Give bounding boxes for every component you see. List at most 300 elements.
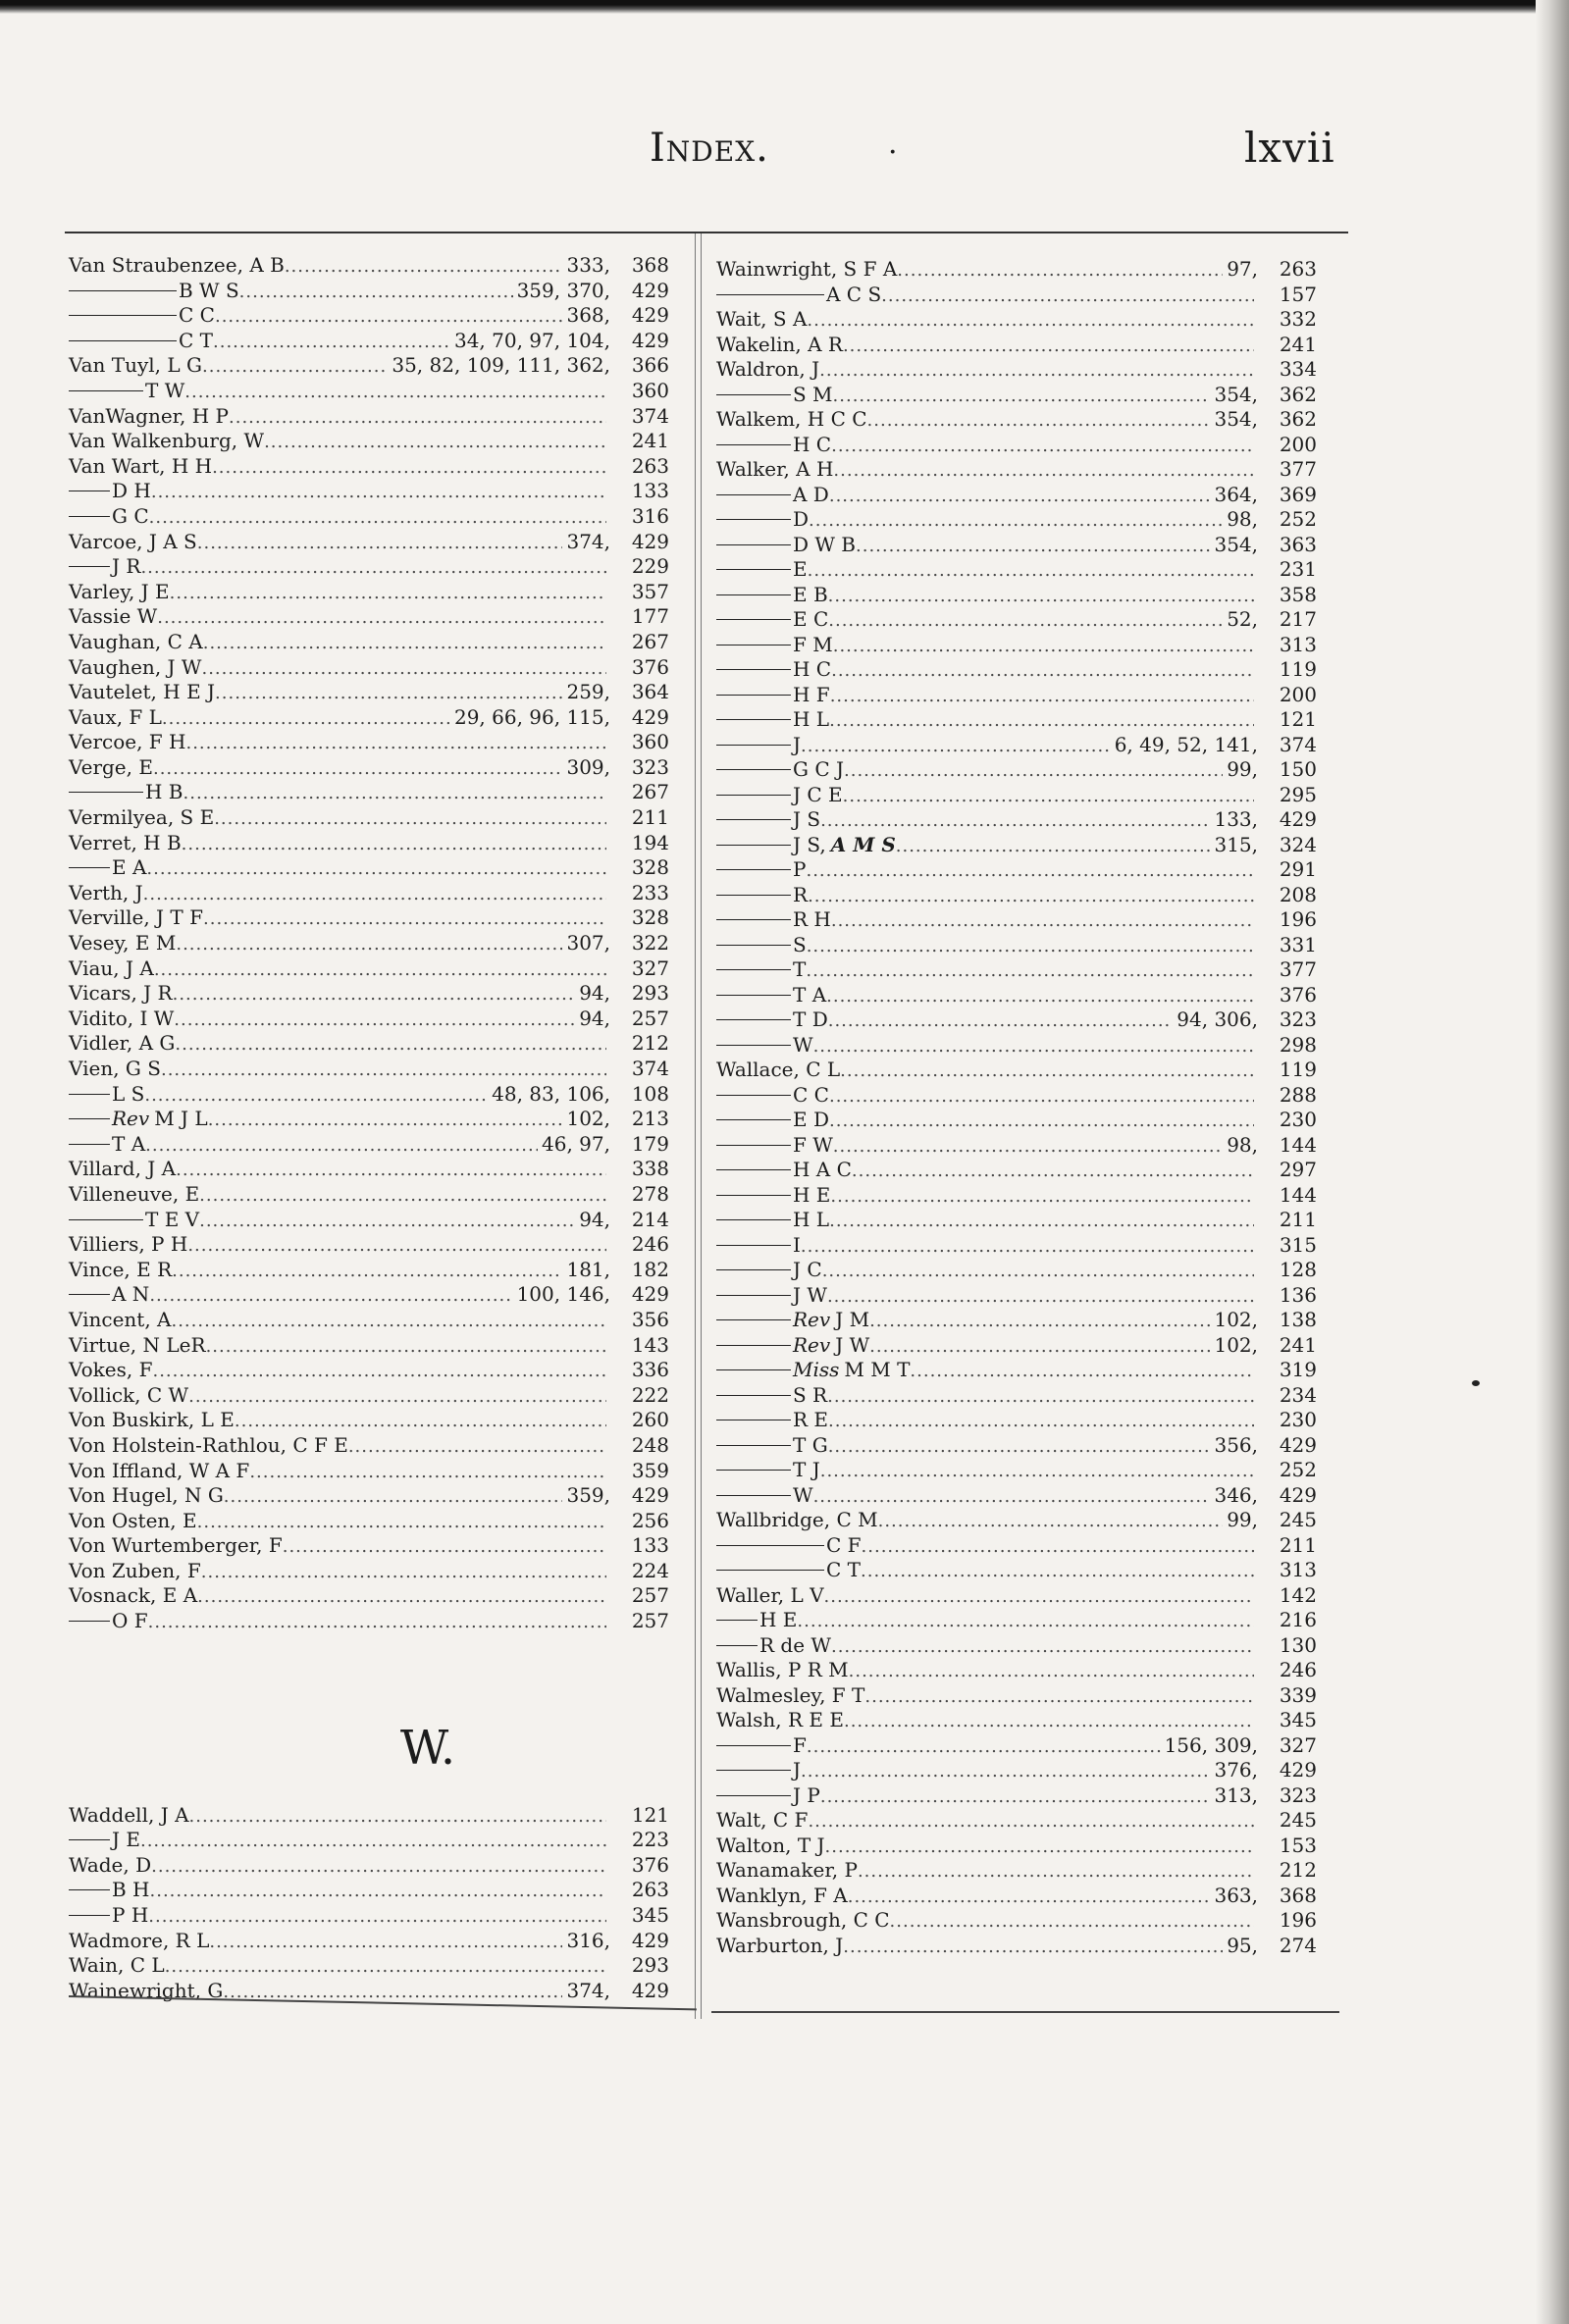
entry-name: Vince, E R <box>69 1257 173 1281</box>
dot-leader <box>864 1684 1254 1710</box>
dot-leader <box>182 832 606 857</box>
dot-leader <box>827 1284 1254 1310</box>
ditto-dash <box>716 1245 791 1246</box>
index-entry <box>716 557 1317 583</box>
index-entry <box>716 1708 1317 1733</box>
index-entry <box>716 907 1317 933</box>
entry-page: 328 <box>631 855 669 880</box>
entry-page: 211 <box>1279 1532 1317 1557</box>
ditto-dash <box>716 945 791 946</box>
dot-leader <box>829 484 1211 509</box>
dot-leader <box>206 1334 606 1360</box>
index-entry <box>69 454 669 480</box>
entry-page: 177 <box>631 604 669 629</box>
index-entry <box>69 1609 669 1634</box>
entry-name: W <box>793 1482 813 1507</box>
ditto-dash <box>716 1795 791 1796</box>
entry-page: 217 <box>1279 607 1317 631</box>
entry-references: 309, <box>566 754 610 779</box>
entry-name: Warburton, J <box>716 1933 844 1957</box>
index-entry <box>69 353 669 379</box>
entry-references: 316, <box>566 1928 610 1952</box>
entry-references: 354, <box>1214 532 1258 556</box>
dot-leader <box>201 656 606 682</box>
ditto-dash <box>716 1169 791 1170</box>
dot-leader <box>829 1209 1254 1234</box>
dot-leader <box>881 284 1254 309</box>
dot-leader <box>184 380 606 405</box>
entry-page: 429 <box>631 1928 669 1952</box>
entry-references: 99, <box>1227 757 1258 781</box>
entry-page: 429 <box>631 704 669 729</box>
entry-references: 359, 370, <box>516 278 610 302</box>
index-entry <box>69 1157 669 1182</box>
entry-page: 256 <box>631 1508 669 1532</box>
ditto-dash <box>716 594 791 595</box>
index-entry <box>716 1333 1317 1359</box>
entry-name: J C <box>793 1258 822 1281</box>
index-entry <box>69 504 669 530</box>
dot-leader <box>162 706 450 732</box>
dot-leader <box>185 731 606 756</box>
index-entry <box>716 683 1317 708</box>
ditto-dash <box>716 1195 791 1196</box>
entry-page: 369 <box>1279 482 1317 506</box>
index-entry <box>69 1358 669 1383</box>
entry-name: Varley, J E <box>69 579 170 603</box>
dot-leader <box>828 1434 1211 1460</box>
entry-name: J W <box>835 1332 870 1357</box>
dot-leader <box>801 1759 1210 1784</box>
entry-page: 374 <box>1279 732 1317 756</box>
entry-name: A C S <box>826 282 882 306</box>
index-entry <box>716 1508 1317 1533</box>
index-entry <box>69 1031 669 1057</box>
dot-leader <box>209 1930 562 1955</box>
index-entry <box>69 1533 669 1559</box>
dot-leader <box>140 1829 606 1854</box>
index-entry <box>716 1208 1317 1233</box>
index-entry <box>716 733 1317 758</box>
dot-leader <box>157 605 606 631</box>
dot-leader <box>176 1158 606 1183</box>
index-entry <box>716 633 1317 658</box>
entry-page: 278 <box>631 1181 669 1206</box>
ditto-dash <box>69 1621 110 1622</box>
ditto-dash <box>716 995 791 996</box>
entry-references: 94, <box>579 1006 610 1030</box>
entry-page: 153 <box>1279 1833 1317 1857</box>
entry-name: Wadmore, R L <box>69 1928 210 1952</box>
index-entry <box>716 1683 1317 1709</box>
entry-page: 267 <box>631 780 669 804</box>
index-entry <box>716 1608 1317 1633</box>
entry-name: Vidito, I W <box>69 1006 175 1030</box>
dot-leader <box>843 334 1254 359</box>
ditto-dash <box>69 315 177 316</box>
index-entry <box>69 329 669 354</box>
dot-leader <box>145 1133 538 1159</box>
dot-leader <box>858 1859 1254 1885</box>
entry-page: 138 <box>1279 1308 1317 1331</box>
dot-leader <box>797 1609 1254 1634</box>
dot-leader <box>806 958 1254 984</box>
entry-name: S R <box>793 1382 828 1407</box>
index-entry <box>716 383 1317 408</box>
index-entry <box>69 1408 669 1433</box>
entry-page: 374 <box>631 1057 669 1080</box>
entry-name: T J <box>793 1458 820 1481</box>
ditto-dash <box>716 1570 824 1571</box>
entry-page: 213 <box>631 1107 669 1131</box>
entry-name: C T <box>826 1558 861 1581</box>
index-entry <box>69 730 669 755</box>
entry-references: 181, <box>566 1257 610 1281</box>
index-entry <box>69 1107 669 1132</box>
entry-references: 354, <box>1214 407 1258 431</box>
entry-references: 102, <box>566 1107 610 1131</box>
entry-page: 241 <box>1279 332 1317 356</box>
entry-references: 29, 66, 96, 115, <box>453 704 610 729</box>
index-entry <box>69 1007 669 1032</box>
dot-leader <box>897 258 1223 284</box>
dot-leader <box>820 1459 1254 1484</box>
entry-name: Von Zuben, F <box>69 1558 201 1582</box>
entry-page: 339 <box>1279 1682 1317 1707</box>
ditto-dash <box>716 1095 791 1096</box>
index-entry <box>716 1583 1317 1609</box>
index-entry <box>69 279 669 304</box>
ditto-dash <box>69 290 177 291</box>
entry-page: 293 <box>631 981 669 1006</box>
entry-name: Walker, A H <box>716 457 834 481</box>
index-entry <box>716 1633 1317 1659</box>
dot-leader <box>833 384 1211 409</box>
entry-name: E <box>793 557 808 581</box>
dot-leader <box>148 1610 606 1635</box>
entry-name: Vautelet, H E J <box>69 680 216 704</box>
dot-leader <box>807 934 1254 959</box>
dot-leader <box>214 806 606 832</box>
entry-name: Von Wurtemberger, F <box>69 1533 283 1558</box>
dot-leader <box>843 1935 1223 1960</box>
entry-page: 182 <box>631 1257 669 1281</box>
dot-leader <box>840 1059 1254 1084</box>
entry-name: Vien, G S <box>69 1057 161 1080</box>
entry-page: 363 <box>1279 532 1317 556</box>
page-title: Index. <box>650 126 769 171</box>
entry-name: Viau, J A <box>69 955 154 980</box>
entry-references: 307, <box>566 931 610 955</box>
index-entry <box>716 1758 1317 1783</box>
dot-leader <box>830 1184 1254 1210</box>
index-entry <box>716 533 1317 558</box>
dot-leader <box>826 984 1254 1009</box>
index-entry <box>69 1383 669 1409</box>
entry-name: Vaughan, C A <box>69 629 203 653</box>
ditto-dash <box>716 895 791 896</box>
index-entry <box>716 607 1317 633</box>
entry-name: B H <box>112 1878 150 1902</box>
entry-name: Verville, J T F <box>69 905 203 930</box>
ditto-dash <box>716 1345 791 1346</box>
dot-leader <box>808 558 1254 584</box>
dot-leader <box>852 1159 1254 1184</box>
index-entry <box>716 757 1317 783</box>
entry-page: 429 <box>1279 807 1317 831</box>
entry-page: 224 <box>631 1558 669 1582</box>
entry-page: 150 <box>1279 757 1317 781</box>
section-gap <box>69 1634 669 1693</box>
entry-name: H L <box>793 707 830 731</box>
entry-references: 333, <box>566 253 610 277</box>
entry-page: 356 <box>631 1307 669 1331</box>
dot-leader <box>203 631 606 656</box>
entry-name: Walt, C F <box>716 1808 809 1832</box>
entry-page: 374 <box>631 403 669 428</box>
dot-leader <box>867 408 1211 434</box>
entry-name: Verth, J <box>69 880 143 904</box>
index-entry <box>69 1803 669 1829</box>
index-entry <box>716 507 1317 533</box>
index-entry <box>69 956 669 982</box>
dot-leader <box>808 884 1254 909</box>
column-divider <box>701 233 702 2019</box>
index-entry <box>716 1658 1317 1683</box>
entry-name: Wain, C L <box>69 1953 165 1978</box>
index-entry <box>716 707 1317 733</box>
index-entry <box>69 1308 669 1333</box>
index-entry <box>69 1333 669 1359</box>
dot-leader <box>199 1209 575 1234</box>
entry-references: 368, <box>566 303 610 328</box>
entry-page: 429 <box>631 303 669 328</box>
index-entry <box>69 379 669 404</box>
ditto-dash <box>716 1745 791 1746</box>
index-entry <box>716 833 1317 858</box>
entry-references: 48, 83, 106, <box>492 1081 610 1106</box>
index-entry <box>716 483 1317 508</box>
dot-leader <box>264 430 606 455</box>
entry-name: VanWagner, H P <box>69 403 230 428</box>
entry-references: 376, <box>1214 1758 1258 1782</box>
entry-page: 229 <box>631 554 669 579</box>
entry-name: M M T <box>844 1358 911 1381</box>
dot-leader <box>229 405 606 431</box>
entry-name: W <box>793 1032 813 1057</box>
ditto-dash <box>716 719 791 720</box>
dot-leader <box>869 1309 1210 1334</box>
entry-page: 222 <box>631 1382 669 1407</box>
entry-name: D H <box>112 479 151 503</box>
index-entry <box>716 357 1317 383</box>
entry-page: 252 <box>1279 507 1317 531</box>
entry-references: 100, 146, <box>516 1282 610 1307</box>
entry-name: Villeneuve, E <box>69 1181 200 1206</box>
dot-leader <box>869 1334 1210 1360</box>
ditto-dash <box>716 819 791 820</box>
dot-leader <box>844 758 1223 784</box>
entry-name: J M <box>835 1308 870 1331</box>
index-entry-list <box>69 253 669 1634</box>
dot-leader <box>151 480 606 505</box>
index-entry <box>69 580 669 605</box>
dot-leader <box>199 1183 606 1209</box>
entry-name: Wainewright, G <box>69 1978 224 2002</box>
entry-name: I <box>793 1232 801 1257</box>
entry-name: Van Tuyl, L G <box>69 353 203 378</box>
ditto-dash <box>69 1118 110 1119</box>
index-entry <box>716 857 1317 883</box>
entry-page: 358 <box>1279 582 1317 606</box>
dot-leader <box>820 808 1210 834</box>
dot-leader <box>822 1259 1254 1284</box>
ditto-dash <box>716 1470 791 1471</box>
index-entry <box>69 1082 669 1108</box>
ditto-dash <box>69 1144 110 1145</box>
entry-page: 196 <box>1279 1908 1317 1932</box>
index-entry <box>69 1282 669 1308</box>
entry-references: 374, <box>566 1978 610 2002</box>
entry-name: H C <box>793 657 832 681</box>
entry-name: J E <box>112 1828 140 1852</box>
index-entry <box>716 807 1317 833</box>
index-entry <box>716 307 1317 333</box>
entry-name: Wakelin, A R <box>716 332 843 356</box>
entry-references: 359, <box>566 1483 610 1508</box>
entry-page: 231 <box>1279 557 1317 581</box>
dot-leader <box>161 1058 606 1083</box>
index-entry <box>716 1833 1317 1859</box>
entry-references: 356, <box>1214 1432 1258 1457</box>
dot-leader <box>820 1784 1211 1810</box>
index-entry <box>69 1559 669 1584</box>
entry-name: D W B <box>793 532 857 556</box>
entry-page: 119 <box>1279 1058 1317 1081</box>
index-entry <box>716 983 1317 1008</box>
entry-references: 99, <box>1227 1508 1258 1531</box>
index-entry <box>69 554 669 580</box>
entry-page: 144 <box>1279 1182 1317 1207</box>
dot-leader <box>148 1904 606 1930</box>
ditto-dash <box>716 1119 791 1120</box>
index-entry <box>716 1433 1317 1459</box>
entry-name: H F <box>793 682 830 706</box>
index-entry <box>716 1183 1317 1209</box>
entry-name: B W S <box>179 278 239 302</box>
entry-page: 362 <box>1279 382 1317 406</box>
entry-name: Walsh, R E E <box>716 1708 844 1731</box>
dot-leader <box>189 1804 606 1830</box>
entry-page: 368 <box>631 253 669 277</box>
ditto-dash <box>716 569 791 570</box>
entry-references: 94, <box>579 1207 610 1231</box>
dot-leader <box>807 1734 1161 1760</box>
dot-leader <box>146 856 606 882</box>
entry-name: Wainwright, S F A <box>716 257 898 281</box>
entry-page: 429 <box>631 1483 669 1508</box>
entry-page: 263 <box>1279 257 1317 281</box>
entry-name: E C <box>793 607 829 631</box>
entry-page: 246 <box>1279 1658 1317 1681</box>
entry-page: 429 <box>1279 1482 1317 1507</box>
ditto-dash <box>69 1294 110 1295</box>
entry-name: F <box>793 1732 807 1757</box>
entry-name: Wallis, P R M <box>716 1658 849 1681</box>
entry-name: Walmesley, F T <box>716 1682 865 1707</box>
entry-page: 257 <box>631 1583 669 1608</box>
dot-leader <box>140 555 606 581</box>
column-divider <box>695 233 696 2019</box>
entry-prefix: Rev <box>793 1332 831 1357</box>
index-entry <box>69 1433 669 1459</box>
entry-name: C T <box>179 328 213 352</box>
ditto-dash <box>716 519 791 520</box>
index-entry <box>69 881 669 906</box>
ditto-dash <box>716 1545 824 1546</box>
entry-page: 157 <box>1279 282 1317 306</box>
entry-references: 354, <box>1214 382 1258 406</box>
index-entry <box>716 1858 1317 1884</box>
entry-name: Virtue, N LeR <box>69 1332 206 1357</box>
entry-page: 212 <box>1279 1858 1317 1882</box>
entry-name: O F <box>112 1609 148 1633</box>
dot-leader <box>235 1409 606 1434</box>
header-dot: · <box>888 135 898 170</box>
index-entry <box>716 657 1317 683</box>
entry-prefix: Rev <box>793 1308 831 1331</box>
entry-references: 133, <box>1214 807 1258 831</box>
entry-name: Von Osten, E <box>69 1508 197 1532</box>
ditto-dash <box>716 1645 758 1646</box>
entry-page: 128 <box>1279 1258 1317 1281</box>
index-entry <box>716 283 1317 308</box>
index-entry <box>69 1828 669 1853</box>
index-entry <box>69 655 669 681</box>
entry-page: 360 <box>631 730 669 754</box>
ditto-dash <box>716 845 791 846</box>
entry-page: 376 <box>631 1852 669 1877</box>
dot-leader <box>197 531 563 556</box>
entry-page: 327 <box>631 955 669 980</box>
dot-leader <box>878 1509 1224 1534</box>
entry-references: 35, 82, 109, 111, 362, <box>392 353 610 378</box>
top-rule <box>65 232 1348 233</box>
dot-leader <box>188 1384 606 1410</box>
dot-leader <box>176 932 562 957</box>
dot-leader <box>153 756 563 782</box>
scan-edge-top <box>0 0 1569 14</box>
entry-page: 429 <box>1279 1432 1317 1457</box>
entry-name: D <box>793 507 810 531</box>
index-entry <box>716 1133 1317 1159</box>
entry-page: 194 <box>631 830 669 854</box>
entry-references: 98, <box>1227 1132 1258 1157</box>
index-entry <box>716 957 1317 983</box>
entry-name: Van Walkenburg, W <box>69 429 265 453</box>
entry-name: Vassie W <box>69 604 158 629</box>
index-entry <box>716 1783 1317 1809</box>
dot-leader <box>843 784 1254 809</box>
index-entry <box>716 1158 1317 1183</box>
entry-page: 260 <box>631 1408 669 1432</box>
entry-name: C F <box>826 1532 862 1557</box>
index-entry <box>69 1853 669 1879</box>
entry-name: C C <box>793 1082 829 1107</box>
entry-page: 324 <box>1279 832 1317 856</box>
index-entry <box>716 1383 1317 1409</box>
ditto-dash <box>716 1495 791 1496</box>
